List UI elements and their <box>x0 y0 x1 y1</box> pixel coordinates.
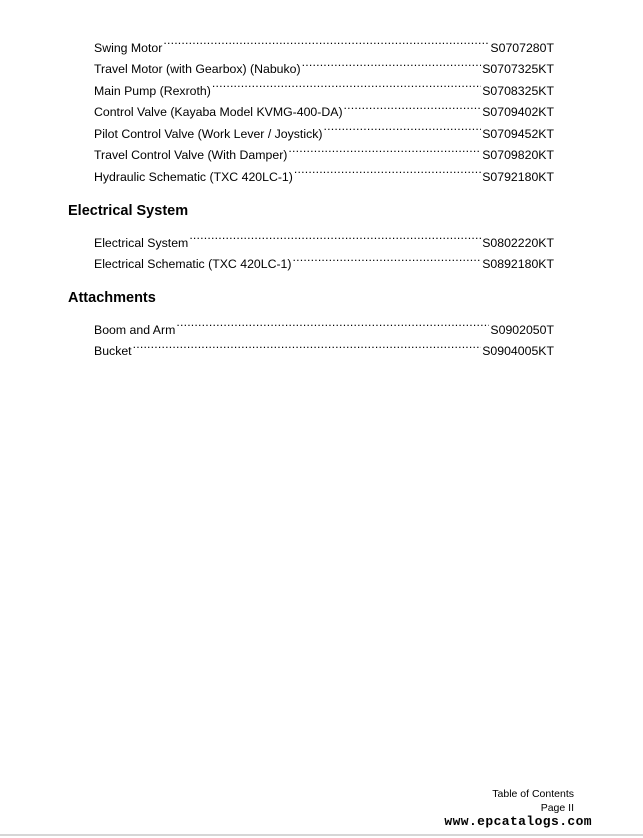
toc-entry <box>94 334 554 356</box>
toc-leader-dots <box>133 334 482 356</box>
toc-entry-code: S0708325KT <box>482 83 554 98</box>
toc-entry-title: Pilot Control Valve (Work Lever / Joystick) <box>94 126 323 141</box>
toc-leader-dots <box>294 159 481 181</box>
toc-entry-title: Hydraulic Schematic (TXC 420LC-1) <box>94 169 293 184</box>
toc-entry-title: Travel Control Valve (With Damper) <box>94 148 288 162</box>
toc-entry <box>94 52 554 74</box>
toc-entry-title: Swing Motor <box>94 40 163 55</box>
toc-entry-code: S0892180KT <box>482 257 554 271</box>
footer-section-title: Table of Contents <box>492 788 574 800</box>
toc-leader-dots <box>176 312 489 334</box>
toc-entry-code: S0904005KT <box>482 344 554 358</box>
toc-entry-code: S0902050T <box>490 322 554 337</box>
toc-entry-code: S0707280T <box>490 40 554 55</box>
electrical-entry-list <box>94 225 554 271</box>
toc-leader-dots <box>302 52 482 74</box>
bottom-divider <box>0 834 643 836</box>
section-heading-attachments: Attachments <box>68 290 156 306</box>
toc-entry-code: S0707325KT <box>482 62 554 76</box>
toc-leader-dots <box>323 116 481 138</box>
toc-entry <box>94 30 554 55</box>
toc-entry-title: Control Valve (Kayaba Model KVMG-400-DA) <box>94 105 343 119</box>
toc-leader-dots <box>293 247 482 269</box>
toc-entry-code: S0709402KT <box>482 105 554 119</box>
toc-entry-code: S0802220KT <box>482 235 554 250</box>
toc-entry <box>94 225 554 250</box>
toc-entry <box>94 312 554 337</box>
section-heading-electrical: Electrical System <box>68 203 189 219</box>
toc-entry-title: Main Pump (Rexroth) <box>94 83 211 98</box>
toc-entry-code: S0709820KT <box>482 148 554 162</box>
toc-entry-title: Electrical Schematic (TXC 420LC-1) <box>94 257 292 271</box>
footer-page-number: Page II <box>540 801 574 814</box>
hydraulics-entry-list <box>94 30 554 184</box>
toc-entry-title: Boom and Arm <box>94 322 176 337</box>
toc-entry-title: Travel Motor (with Gearbox) (Nabuko) <box>94 62 301 76</box>
toc-leader-dots <box>288 138 481 160</box>
toc-leader-dots <box>163 30 489 52</box>
toc-leader-dots <box>189 225 481 247</box>
toc-entry-title: Electrical System <box>94 235 189 250</box>
watermark-url: www.epcatalogs.com <box>444 814 592 829</box>
toc-entry-code: S0709452KT <box>482 126 554 141</box>
toc-leader-dots <box>344 95 482 117</box>
toc-entry-title: Bucket <box>94 344 132 358</box>
page-footer <box>492 788 574 815</box>
attachments-entry-list <box>94 312 554 358</box>
toc-entry-code: S0792180KT <box>482 169 554 184</box>
toc-leader-dots <box>212 73 481 95</box>
